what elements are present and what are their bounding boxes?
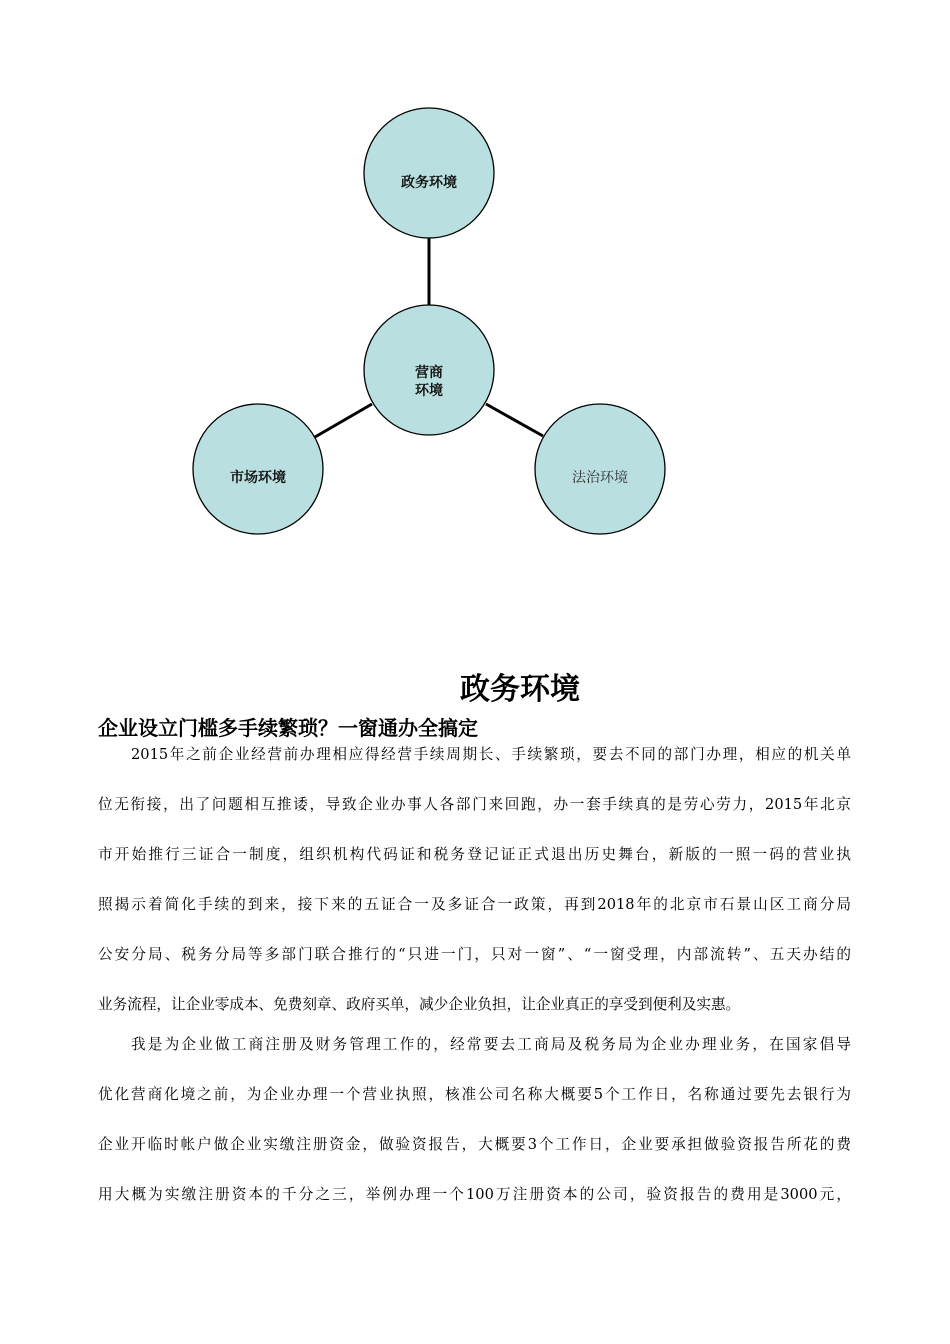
paragraph-2-line: 用大概为实缴注册资本的千分之三，举例办理一个100万注册资本的公司，验资报告的费用是3000元，	[98, 1186, 851, 1203]
node-right-label: 法治环境	[572, 470, 628, 486]
paragraph-2-line: 我是为企业做工商注册及财务管理工作的，经常要去工商局及税务局为企业办理业务，在国家倡导	[131, 1036, 851, 1053]
connector-right	[486, 404, 543, 436]
business-environment-diagram	[0, 0, 950, 600]
paragraph-1-line: 业务流程，让企业零成本、免费刻章、政府买单，减少企业负担，让企业真正的享受到便利及实惠。	[98, 996, 741, 1013]
node-left-label: 市场环境	[230, 470, 286, 486]
paragraph-1-line: 2015年之前企业经营前办理相应得经营手续周期长、手续繁琐，要去不同的部门办理，相应的机关单	[131, 746, 851, 763]
paragraph-2-line: 优化营商化境之前，为企业办理一个营业执照，核准公司名称大概要5个工作日，名称通过要先去银行为	[98, 1086, 851, 1103]
subheading: 企业设立门槛多手续繁琐？一窗通办全搞定	[98, 716, 478, 740]
paragraph-1-line: 照揭示着简化手续的到来，接下来的五证合一及多证合一政策，再到2018年的北京市石景山区工商分局	[98, 896, 851, 913]
node-center-label-line1: 营商	[415, 365, 443, 381]
paragraph-1-line: 公安分局、税务分局等多部门联合推行的“只进一门，只对一窗”、“一窗受理，内部流转”、五天办结的	[98, 946, 851, 963]
paragraph-2-line: 企业开临时帐户做企业实缴注册资金，做验资报告，大概要3个工作日，企业要承担做验资报告所花的费	[98, 1136, 851, 1153]
paragraph-1	[98, 745, 851, 1045]
paragraph-1-line: 位无衔接，出了问题相互推诿，导致企业办事人各部门来回跑，办一套手续真的是劳心劳力，2015年北京	[98, 796, 851, 813]
node-top-circle	[364, 108, 494, 238]
node-top-label: 政务环境	[401, 175, 457, 191]
node-center-label-line2: 环境	[415, 383, 443, 399]
paragraph-2	[98, 1035, 851, 1235]
node-right-circle	[535, 404, 665, 534]
section-title: 政务环境	[460, 672, 580, 707]
node-left-circle	[193, 404, 323, 534]
connector-left	[315, 404, 372, 437]
paragraph-1-line: 市开始推行三证合一制度，组织机构代码证和税务登记证正式退出历史舞台，新版的一照一码的营业执	[98, 846, 851, 863]
